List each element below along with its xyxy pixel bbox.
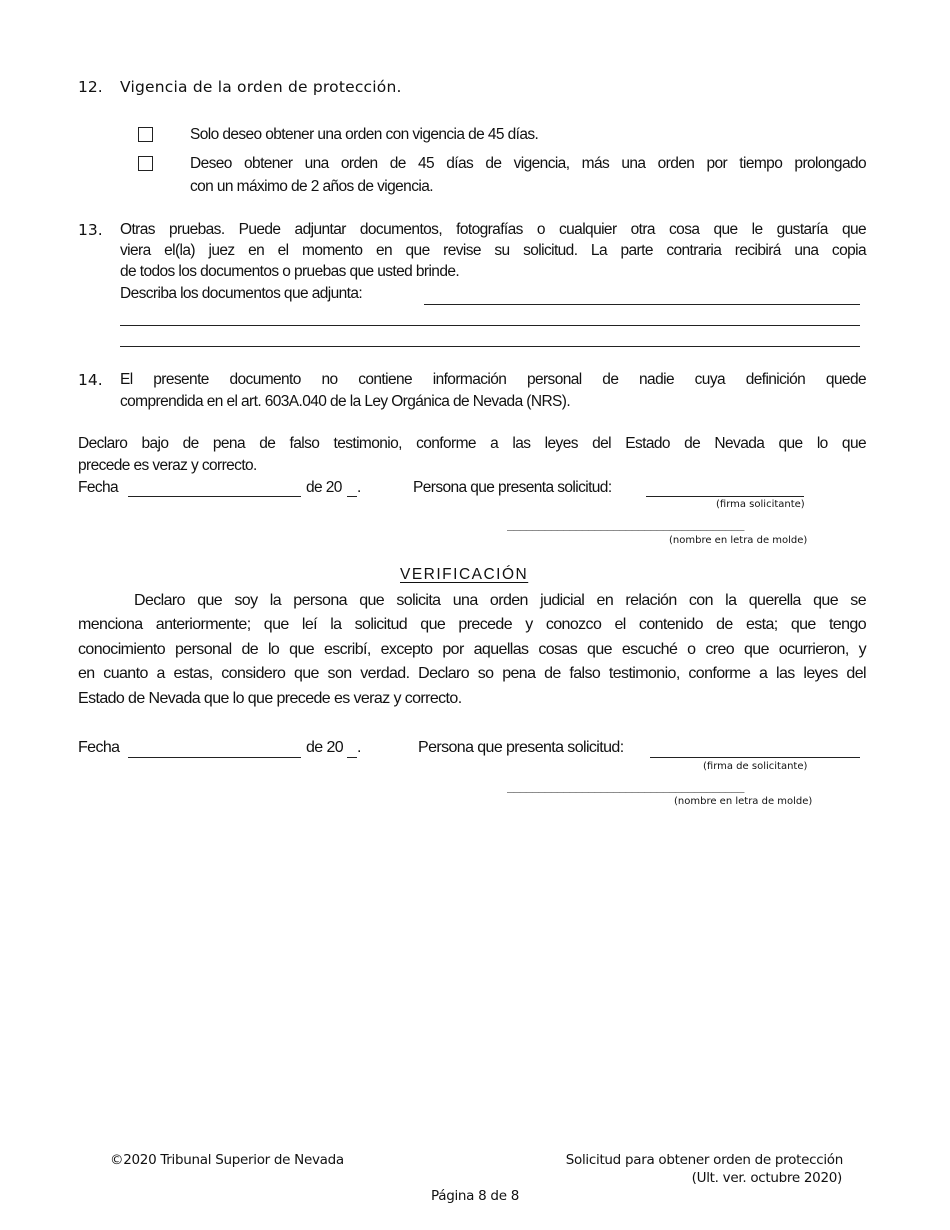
option-extended-label-line2: con un máximo de 2 años de vigencia.	[190, 178, 433, 195]
verif-nombre-input-line[interactable]: ______________________________________	[507, 779, 744, 793]
verif-persona-label: Persona que presenta solicitud:	[418, 739, 624, 756]
verification-line1: Declaro que soy la persona que solicita una orden judicial en relación con la querella que se	[134, 592, 866, 609]
item-13-number: 13.	[78, 221, 103, 239]
item-14-line2: comprendida en el art. 603A.040 de la Ley Orgánica de Nevada (NRS).	[120, 393, 571, 410]
year-input-line[interactable]	[347, 496, 357, 497]
declaration-line2: precede es veraz y correcto.	[78, 457, 257, 474]
fecha-input-line[interactable]	[128, 496, 301, 497]
option-45-days-label: Solo deseo obtener una orden con vigencia de 45 días.	[190, 126, 539, 143]
fecha-label: Fecha	[78, 479, 119, 496]
item-14-number: 14.	[78, 371, 103, 389]
verif-year-suffix: .	[357, 739, 361, 756]
verification-line4: en cuanto a estas, considero que son verdad. Declaro so pena de falso testimonio, conforme a las leyes del	[78, 665, 866, 682]
footer-copyright: ©2020 Tribunal Superior de Nevada	[110, 1152, 344, 1168]
verif-firma-caption: (firma de solicitante)	[703, 761, 808, 772]
item-14-line1: El presente documento no contiene información personal de nadie cuya definición quede	[120, 371, 866, 388]
verification-line3: conocimiento personal de lo que escribí, excepto por aquellas cosas que escuché o creo que ocurrieron, y	[78, 641, 866, 658]
item-13-line1: Otras pruebas. Puede adjuntar documentos, fotografías o cualquier otra cosa que le gustaría que	[120, 221, 866, 238]
option-extended-label-line1: Deseo obtener una orden de 45 días de vigencia, más una orden por tiempo prolongado	[190, 155, 866, 172]
persona-label: Persona que presenta solicitud:	[413, 479, 612, 496]
option-45-days-checkbox[interactable]	[138, 127, 153, 142]
verification-line5: Estado de Nevada que lo que precede es veraz y correcto.	[78, 690, 462, 707]
footer-revision: (Ult. ver. octubre 2020)	[691, 1170, 842, 1186]
verif-nombre-caption: (nombre en letra de molde)	[674, 796, 813, 807]
declaration-line1: Declaro bajo de pena de falso testimonio, conforme a las leyes del Estado de Nevada que lo que	[78, 435, 866, 452]
verification-title: VERIFICACIÓN	[400, 566, 529, 583]
firma-caption: (firma solicitante)	[716, 499, 805, 510]
verif-year-input-line[interactable]	[347, 757, 357, 758]
item-12-number: 12.	[78, 78, 103, 96]
verification-line2: menciona anteriormente; que leí la solicitud que precede y conozco el contenido de esta; que tengo	[78, 616, 866, 633]
verif-year-label: de 20	[306, 739, 344, 756]
item-13-line2: viera el(la) juez en el momento en que revise su solicitud. La parte contraria recibirá una copia	[120, 242, 866, 259]
footer-page-number: Página 8 de 8	[431, 1188, 519, 1204]
verif-fecha-label: Fecha	[78, 739, 120, 756]
item-12-title: Vigencia de la orden de protección.	[120, 78, 402, 96]
year-label: de 20	[306, 479, 342, 496]
describe-documents-line-2[interactable]	[120, 325, 860, 326]
item-13-line3: de todos los documentos o pruebas que usted brinde.	[120, 263, 460, 280]
footer-form-title: Solicitud para obtener orden de protección	[565, 1152, 843, 1168]
verif-fecha-input-line[interactable]	[128, 757, 301, 758]
describe-documents-line-3[interactable]	[120, 346, 860, 347]
firma-input-line[interactable]	[646, 496, 804, 497]
describe-documents-line-1[interactable]	[424, 304, 860, 305]
describe-documents-label: Describa los documentos que adjunta:	[120, 285, 363, 302]
nombre-caption: (nombre en letra de molde)	[669, 535, 808, 546]
option-extended-checkbox[interactable]	[138, 156, 153, 171]
year-suffix: .	[357, 479, 361, 496]
nombre-input-line[interactable]: ______________________________________	[507, 517, 744, 531]
verif-firma-input-line[interactable]	[650, 757, 860, 758]
